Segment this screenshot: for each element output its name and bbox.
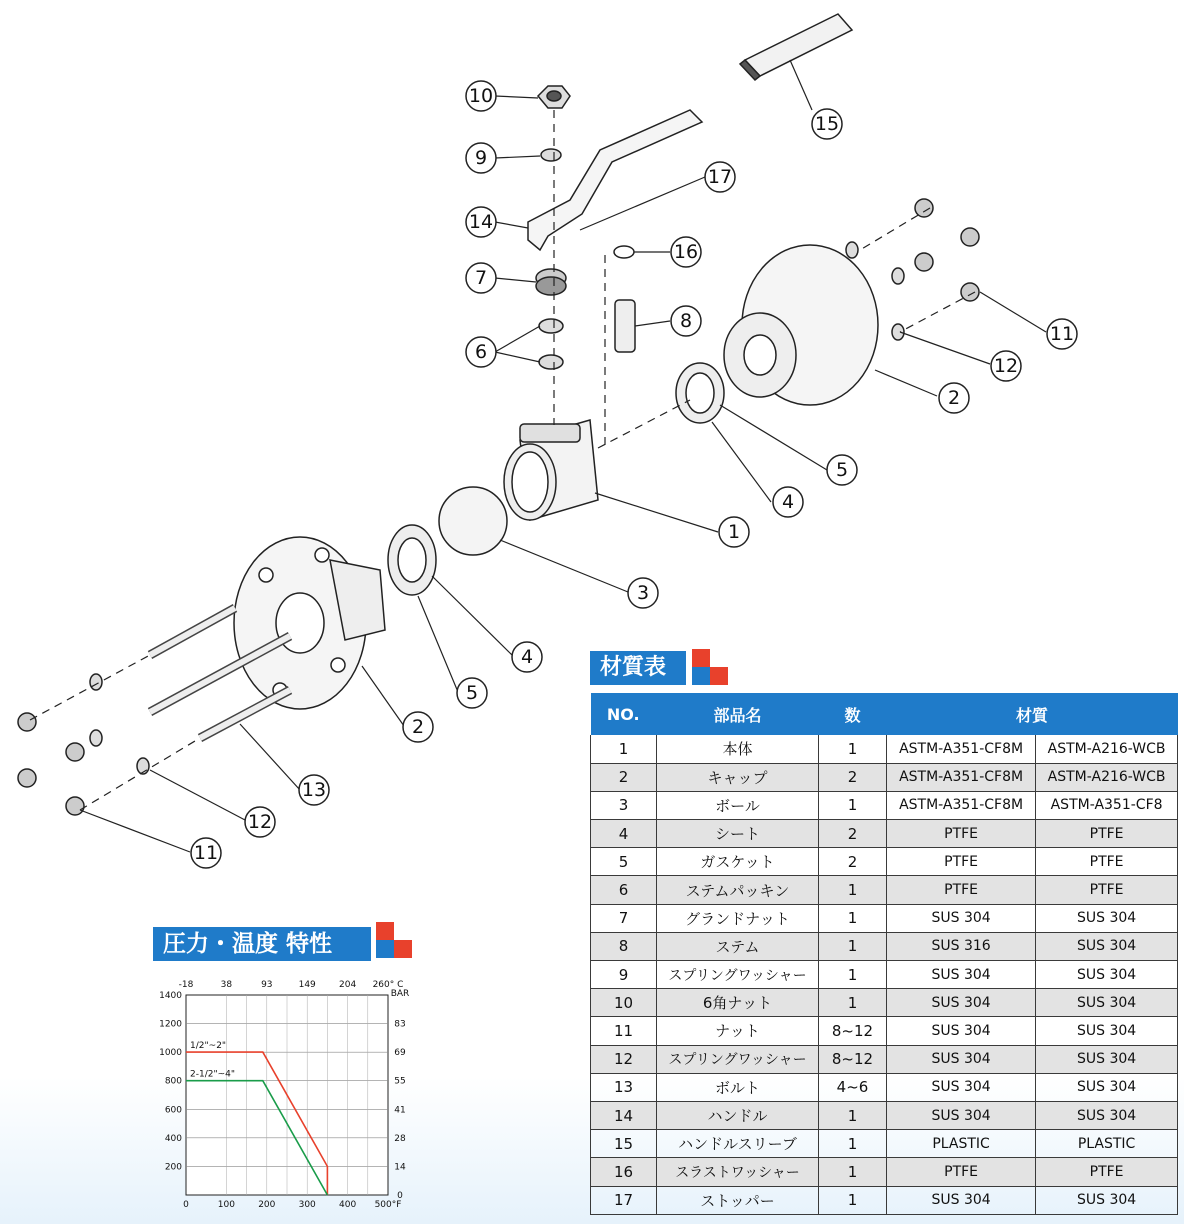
row-material-1: ASTM-A351-CF8M bbox=[887, 735, 1036, 763]
row-material-1: SUS 304 bbox=[887, 904, 1036, 932]
table-row bbox=[591, 1017, 1178, 1045]
y-tick-right: 83 bbox=[394, 1019, 406, 1030]
callout-label: 11 bbox=[1049, 323, 1075, 345]
header-qty: 数 bbox=[819, 693, 887, 735]
row-qty: 1 bbox=[819, 904, 887, 932]
table-row bbox=[591, 791, 1178, 819]
x-tick-top: 260° C bbox=[372, 980, 404, 990]
x-tick-top: 93 bbox=[261, 980, 273, 990]
row-no: 17 bbox=[591, 1186, 657, 1214]
row-part-name: スプリングワッシャー bbox=[657, 1045, 819, 1073]
row-part-name: 6角ナット bbox=[657, 989, 819, 1017]
x-tick-bottom: 200 bbox=[258, 1200, 276, 1210]
table-row bbox=[591, 1101, 1178, 1129]
table-row bbox=[591, 1186, 1178, 1214]
row-no: 3 bbox=[591, 791, 657, 819]
y-tick-left: 400 bbox=[164, 1133, 182, 1144]
row-material-1: PLASTIC bbox=[887, 1130, 1036, 1158]
row-part-name: 本体 bbox=[657, 735, 819, 763]
row-no: 7 bbox=[591, 904, 657, 932]
row-material-2: PTFE bbox=[1036, 848, 1178, 876]
callout-label: 8 bbox=[679, 310, 693, 332]
table-row bbox=[591, 735, 1178, 763]
table-row bbox=[591, 1158, 1178, 1186]
row-material-1: ASTM-A351-CF8M bbox=[887, 791, 1036, 819]
row-part-name: ステム bbox=[657, 932, 819, 960]
callout-label: 11 bbox=[193, 842, 219, 864]
row-part-name: グランドナット bbox=[657, 904, 819, 932]
row-material-1: SUS 304 bbox=[887, 1017, 1036, 1045]
row-no: 11 bbox=[591, 1017, 657, 1045]
callout-11 bbox=[1047, 319, 1077, 349]
row-no: 10 bbox=[591, 989, 657, 1017]
callout-2 bbox=[939, 383, 969, 413]
callout-label: 12 bbox=[993, 355, 1019, 377]
row-material-2: SUS 304 bbox=[1036, 1101, 1178, 1129]
y-tick-right: 14 bbox=[394, 1162, 406, 1173]
series-label: 2-1/2"~4" bbox=[190, 1069, 236, 1080]
row-material-2: SUS 304 bbox=[1036, 904, 1178, 932]
material-table-body bbox=[591, 735, 1178, 1214]
row-material-2: SUS 304 bbox=[1036, 1017, 1178, 1045]
row-material-1: SUS 304 bbox=[887, 1101, 1036, 1129]
row-material-2: SUS 304 bbox=[1036, 1045, 1178, 1073]
callout-label: 15 bbox=[814, 113, 840, 135]
callout-1 bbox=[719, 517, 749, 547]
callout-label: 14 bbox=[468, 211, 494, 233]
row-part-name: スラストワッシャー bbox=[657, 1158, 819, 1186]
row-qty: 1 bbox=[819, 1158, 887, 1186]
x-tick-top: 149 bbox=[298, 980, 316, 990]
callout-13 bbox=[299, 775, 329, 805]
header-part: 部品名 bbox=[657, 693, 819, 735]
title-flag-red bbox=[692, 649, 710, 667]
header-no: NO. bbox=[591, 693, 657, 735]
callout-label: 16 bbox=[673, 241, 699, 263]
callout-6 bbox=[466, 337, 496, 367]
callout-16 bbox=[671, 237, 701, 267]
pt-chart-title: 圧力・温度 特性 bbox=[153, 927, 371, 961]
row-material-2: ASTM-A351-CF8 bbox=[1036, 791, 1178, 819]
row-material-2: SUS 304 bbox=[1036, 1186, 1178, 1214]
row-qty: 1 bbox=[819, 932, 887, 960]
chart-flag-red bbox=[376, 922, 394, 940]
callout-label: 6 bbox=[474, 341, 488, 363]
row-material-1: SUS 304 bbox=[887, 961, 1036, 989]
row-no: 15 bbox=[591, 1130, 657, 1158]
table-row bbox=[591, 820, 1178, 848]
row-material-2: SUS 304 bbox=[1036, 989, 1178, 1017]
callout-label: 10 bbox=[468, 85, 494, 107]
row-no: 16 bbox=[591, 1158, 657, 1186]
callout-17 bbox=[705, 162, 735, 192]
callout-label: 5 bbox=[835, 459, 849, 481]
callout-12 bbox=[991, 351, 1021, 381]
row-qty: 1 bbox=[819, 989, 887, 1017]
table-row bbox=[591, 961, 1178, 989]
callout-label: 17 bbox=[707, 166, 733, 188]
material-table-title: 材質表 bbox=[590, 651, 686, 685]
row-no: 6 bbox=[591, 876, 657, 904]
series-label: 1/2"~2" bbox=[190, 1041, 227, 1052]
handle-sleeve-shape bbox=[745, 14, 852, 76]
row-qty: 2 bbox=[819, 820, 887, 848]
callout-label: 7 bbox=[474, 267, 488, 289]
callout-12 bbox=[245, 807, 275, 837]
row-material-1: SUS 304 bbox=[887, 1186, 1036, 1214]
material-table bbox=[590, 693, 1178, 1215]
row-qty: 2 bbox=[819, 848, 887, 876]
callout-8 bbox=[671, 306, 701, 336]
callout-label: 1 bbox=[727, 521, 741, 543]
y-tick-left: 200 bbox=[164, 1162, 182, 1173]
row-material-2: PLASTIC bbox=[1036, 1130, 1178, 1158]
row-no: 5 bbox=[591, 848, 657, 876]
callout-label: 3 bbox=[636, 582, 650, 604]
row-material-1: SUS 316 bbox=[887, 932, 1036, 960]
row-no: 2 bbox=[591, 763, 657, 791]
y-tick-left: 1400 bbox=[159, 991, 182, 1001]
callout-4 bbox=[512, 642, 542, 672]
row-qty: 1 bbox=[819, 1130, 887, 1158]
row-material-1: PTFE bbox=[887, 848, 1036, 876]
row-qty: 4~6 bbox=[819, 1073, 887, 1101]
callout-label: 4 bbox=[781, 491, 795, 513]
table-row bbox=[591, 763, 1178, 791]
table-row bbox=[591, 1073, 1178, 1101]
table-row bbox=[591, 904, 1178, 932]
x-tick-top: 38 bbox=[220, 980, 233, 990]
row-material-2: PTFE bbox=[1036, 820, 1178, 848]
table-row bbox=[591, 989, 1178, 1017]
x-tick-bottom: 400 bbox=[339, 1200, 357, 1210]
row-material-2: PTFE bbox=[1036, 1158, 1178, 1186]
callout-10 bbox=[466, 81, 496, 111]
row-material-1: SUS 304 bbox=[887, 1045, 1036, 1073]
row-part-name: ボール bbox=[657, 791, 819, 819]
row-qty: 1 bbox=[819, 961, 887, 989]
callout-14 bbox=[466, 207, 496, 237]
callout-9 bbox=[466, 143, 496, 173]
row-no: 14 bbox=[591, 1101, 657, 1129]
table-row bbox=[591, 932, 1178, 960]
x-tick-bottom: 100 bbox=[217, 1200, 235, 1210]
y-tick-right: 41 bbox=[394, 1105, 406, 1116]
x-tick-bottom: 0 bbox=[183, 1200, 189, 1210]
row-part-name: ナット bbox=[657, 1017, 819, 1045]
title-flag-red-2 bbox=[710, 667, 728, 685]
row-part-name: シート bbox=[657, 820, 819, 848]
row-material-2: SUS 304 bbox=[1036, 961, 1178, 989]
row-material-2: ASTM-A216-WCB bbox=[1036, 735, 1178, 763]
table-row bbox=[591, 876, 1178, 904]
row-qty: 1 bbox=[819, 876, 887, 904]
x-tick-top: 204 bbox=[339, 980, 357, 990]
table-header-row bbox=[591, 693, 1178, 735]
row-qty: 8~12 bbox=[819, 1017, 887, 1045]
callout-5 bbox=[457, 678, 487, 708]
callout-11 bbox=[191, 838, 221, 868]
row-material-1: PTFE bbox=[887, 1158, 1036, 1186]
y-tick-left: 800 bbox=[164, 1076, 182, 1087]
callout-label: 4 bbox=[520, 646, 534, 668]
callout-5 bbox=[827, 455, 857, 485]
callout-label: 9 bbox=[474, 147, 488, 169]
pressure-temperature-chart bbox=[150, 965, 420, 1215]
row-qty: 1 bbox=[819, 1186, 887, 1214]
row-material-1: PTFE bbox=[887, 820, 1036, 848]
row-part-name: スプリングワッシャー bbox=[657, 961, 819, 989]
row-material-2: SUS 304 bbox=[1036, 1073, 1178, 1101]
callout-3 bbox=[628, 578, 658, 608]
row-part-name: ストッパー bbox=[657, 1186, 819, 1214]
row-qty: 1 bbox=[819, 735, 887, 763]
y-tick-right: BAR bbox=[390, 989, 410, 999]
callout-label: 5 bbox=[465, 682, 479, 704]
row-material-1: ASTM-A351-CF8M bbox=[887, 763, 1036, 791]
x-tick-top: -18 bbox=[178, 980, 194, 990]
table-row bbox=[591, 1045, 1178, 1073]
y-tick-right: 28 bbox=[394, 1133, 406, 1144]
callout-label: 2 bbox=[411, 716, 425, 738]
row-material-2: SUS 304 bbox=[1036, 932, 1178, 960]
callout-2 bbox=[403, 712, 433, 742]
x-tick-bottom: 300 bbox=[298, 1200, 316, 1210]
row-no: 12 bbox=[591, 1045, 657, 1073]
row-qty: 1 bbox=[819, 791, 887, 819]
row-qty: 8~12 bbox=[819, 1045, 887, 1073]
callout-15 bbox=[812, 109, 842, 139]
header-material: 材質 bbox=[887, 693, 1178, 735]
row-part-name: ハンドルスリーブ bbox=[657, 1130, 819, 1158]
row-no: 1 bbox=[591, 735, 657, 763]
row-part-name: ガスケット bbox=[657, 848, 819, 876]
row-part-name: ステムパッキン bbox=[657, 876, 819, 904]
chart-flag-blue bbox=[376, 940, 394, 958]
row-part-name: ボルト bbox=[657, 1073, 819, 1101]
row-material-1: PTFE bbox=[887, 876, 1036, 904]
callout-label: 2 bbox=[947, 387, 961, 409]
y-tick-right: 55 bbox=[394, 1076, 406, 1087]
callout-label: 13 bbox=[301, 779, 327, 801]
callout-7 bbox=[466, 263, 496, 293]
row-qty: 2 bbox=[819, 763, 887, 791]
y-tick-left: 1200 bbox=[159, 1019, 182, 1030]
row-material-2: PTFE bbox=[1036, 876, 1178, 904]
y-tick-left: 1000 bbox=[159, 1048, 182, 1059]
title-flag-blue bbox=[692, 667, 710, 685]
x-tick-bottom: 500°F bbox=[374, 1200, 402, 1210]
row-part-name: ハンドル bbox=[657, 1101, 819, 1129]
row-part-name: キャップ bbox=[657, 763, 819, 791]
callout-4 bbox=[773, 487, 803, 517]
row-no: 4 bbox=[591, 820, 657, 848]
callout-label: 12 bbox=[247, 811, 273, 833]
chart-flag-red-2 bbox=[394, 940, 412, 958]
row-qty: 1 bbox=[819, 1101, 887, 1129]
row-no: 13 bbox=[591, 1073, 657, 1101]
table-row bbox=[591, 1130, 1178, 1158]
y-tick-right: 0 bbox=[397, 1191, 403, 1201]
row-material-1: SUS 304 bbox=[887, 989, 1036, 1017]
row-material-1: SUS 304 bbox=[887, 1073, 1036, 1101]
row-no: 9 bbox=[591, 961, 657, 989]
y-tick-left: 600 bbox=[164, 1105, 182, 1116]
table-row bbox=[591, 848, 1178, 876]
y-tick-right: 69 bbox=[394, 1048, 406, 1059]
row-no: 8 bbox=[591, 932, 657, 960]
row-material-2: ASTM-A216-WCB bbox=[1036, 763, 1178, 791]
